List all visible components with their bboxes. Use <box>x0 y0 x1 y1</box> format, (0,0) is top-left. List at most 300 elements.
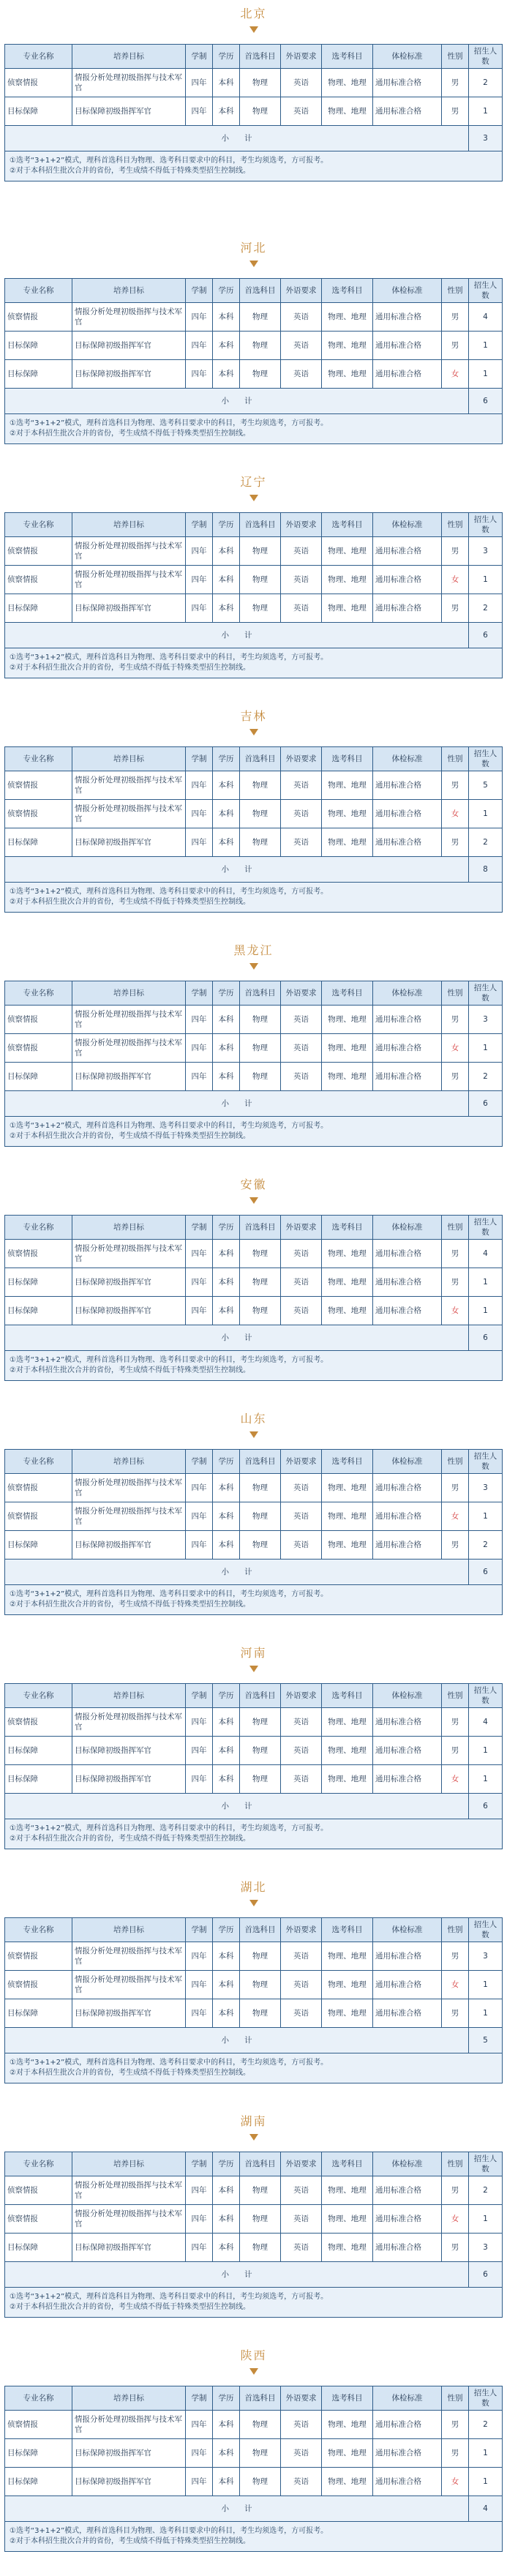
notes-cell <box>5 2288 503 2318</box>
cell-elective: 物理、地理 <box>322 537 373 566</box>
cell-count: 2 <box>469 594 503 623</box>
subtotal-row <box>5 126 503 151</box>
subtotal-label: 小 计 <box>5 1560 469 1585</box>
cell-gender: 男 <box>442 1942 469 1971</box>
cell-gender: 女 <box>442 2468 469 2496</box>
cell-health: 通用标准合格 <box>373 1240 442 1268</box>
cell-count: 2 <box>469 1063 503 1091</box>
cell-years: 四年 <box>186 69 213 97</box>
column-header: 性别 <box>442 1918 469 1942</box>
admission-plan-table <box>4 512 503 678</box>
subtotal-value: 4 <box>469 2496 503 2522</box>
cell-first-subject: 物理 <box>240 69 281 97</box>
column-header: 性别 <box>442 981 469 1006</box>
cell-elective: 物理、地理 <box>322 2439 373 2468</box>
cell-major: 侦察情报 <box>5 2205 72 2234</box>
cell-elective: 物理、地理 <box>322 1531 373 1560</box>
cell-years: 四年 <box>186 1942 213 1971</box>
province-name: 湖北 <box>240 1880 267 1894</box>
cell-language: 英语 <box>281 566 322 594</box>
cell-health: 通用标准合格 <box>373 594 442 623</box>
cell-first-subject: 物理 <box>240 1240 281 1268</box>
note-line: ②对于本科招生批次合并的省份，考生成绩不得低于特殊类型招生控制线。 <box>10 2303 250 2311</box>
down-triangle-icon <box>249 1197 258 1204</box>
notes-cell <box>5 151 503 181</box>
cell-language: 英语 <box>281 1708 322 1737</box>
cell-degree: 本科 <box>213 69 240 97</box>
cell-health: 通用标准合格 <box>373 828 442 857</box>
province-name: 陕西 <box>240 2348 267 2362</box>
cell-count: 2 <box>469 1531 503 1560</box>
cell-gender: 男 <box>442 1708 469 1737</box>
column-header: 专业名称 <box>5 1918 72 1942</box>
cell-goal: 目标保障初级指挥军官 <box>72 97 186 126</box>
cell-language: 英语 <box>281 2468 322 2496</box>
table-row <box>5 303 503 332</box>
table-row <box>5 1063 503 1091</box>
column-header: 首选科目 <box>240 513 281 537</box>
cell-count: 1 <box>469 1297 503 1325</box>
cell-health: 通用标准合格 <box>373 771 442 800</box>
column-header: 招生人数 <box>469 45 503 69</box>
cell-first-subject: 物理 <box>240 360 281 389</box>
cell-health: 通用标准合格 <box>373 2176 442 2205</box>
subtotal-label: 小 计 <box>5 2028 469 2053</box>
column-header: 外语要求 <box>281 1450 322 1474</box>
cell-health: 通用标准合格 <box>373 1006 442 1034</box>
cell-gender: 女 <box>442 1765 469 1794</box>
cell-language: 英语 <box>281 2439 322 2468</box>
column-header: 学历 <box>213 513 240 537</box>
cell-major: 目标保障 <box>5 2439 72 2468</box>
cell-first-subject: 物理 <box>240 97 281 126</box>
cell-first-subject: 物理 <box>240 2468 281 2496</box>
cell-health: 通用标准合格 <box>373 1765 442 1794</box>
cell-major: 侦察情报 <box>5 2411 72 2439</box>
province-heading <box>0 1645 507 1683</box>
note-line: ①选考“3+1+2”模式，理科首选科目为物理、选考科目要求中的科目，考生均须选考，方可报考。 <box>10 2059 328 2067</box>
cell-health: 通用标准合格 <box>373 800 442 828</box>
table-row <box>5 2176 503 2205</box>
cell-goal: 情报分析处理初级指挥与技术军官 <box>72 2411 186 2439</box>
cell-years: 四年 <box>186 1268 213 1297</box>
subtotal-row <box>5 389 503 414</box>
down-triangle-icon <box>249 26 258 33</box>
cell-years: 四年 <box>186 1531 213 1560</box>
column-header: 招生人数 <box>469 747 503 771</box>
table-row <box>5 2205 503 2234</box>
column-header: 招生人数 <box>469 1216 503 1240</box>
down-triangle-icon <box>249 1666 258 1672</box>
cell-health: 通用标准合格 <box>373 1942 442 1971</box>
table-row <box>5 69 503 97</box>
cell-count: 1 <box>469 1737 503 1765</box>
subtotal-value: 6 <box>469 1794 503 1819</box>
cell-goal: 目标保障初级指挥军官 <box>72 360 186 389</box>
cell-elective: 物理、地理 <box>322 1240 373 1268</box>
cell-degree: 本科 <box>213 1531 240 1560</box>
column-header: 性别 <box>442 747 469 771</box>
column-header: 体检标准 <box>373 2386 442 2411</box>
cell-degree: 本科 <box>213 1971 240 1999</box>
subtotal-row <box>5 857 503 883</box>
province-name: 河北 <box>240 241 267 255</box>
cell-years: 四年 <box>186 800 213 828</box>
column-header: 首选科目 <box>240 981 281 1006</box>
cell-elective: 物理、地理 <box>322 1006 373 1034</box>
column-header: 培养目标 <box>72 1918 186 1942</box>
cell-degree: 本科 <box>213 800 240 828</box>
column-header: 性别 <box>442 279 469 303</box>
column-header: 学制 <box>186 747 213 771</box>
cell-first-subject: 物理 <box>240 566 281 594</box>
column-header: 外语要求 <box>281 2386 322 2411</box>
cell-gender: 女 <box>442 1297 469 1325</box>
cell-degree: 本科 <box>213 537 240 566</box>
cell-language: 英语 <box>281 1240 322 1268</box>
cell-count: 1 <box>469 566 503 594</box>
cell-elective: 物理、地理 <box>322 1999 373 2028</box>
cell-gender: 男 <box>442 828 469 857</box>
cell-count: 3 <box>469 1006 503 1034</box>
note-line: ①选考“3+1+2”模式，理科首选科目为物理、选考科目要求中的科目，考生均须选考，方可报考。 <box>10 1590 328 1598</box>
table-row <box>5 2411 503 2439</box>
notes-cell <box>5 1351 503 1381</box>
table-row <box>5 1034 503 1063</box>
cell-degree: 本科 <box>213 1708 240 1737</box>
cell-language: 英语 <box>281 1268 322 1297</box>
cell-language: 英语 <box>281 2411 322 2439</box>
cell-language: 英语 <box>281 69 322 97</box>
column-header: 体检标准 <box>373 981 442 1006</box>
column-header: 专业名称 <box>5 2386 72 2411</box>
column-header: 外语要求 <box>281 747 322 771</box>
province-name: 北京 <box>240 7 267 20</box>
cell-elective: 物理、地理 <box>322 1502 373 1531</box>
cell-first-subject: 物理 <box>240 594 281 623</box>
cell-count: 4 <box>469 1240 503 1268</box>
table-header-row <box>5 279 503 303</box>
table-row <box>5 800 503 828</box>
cell-years: 四年 <box>186 2439 213 2468</box>
column-header: 专业名称 <box>5 1216 72 1240</box>
cell-first-subject: 物理 <box>240 1765 281 1794</box>
column-header: 首选科目 <box>240 2152 281 2176</box>
admission-plan-table <box>4 2152 503 2318</box>
cell-degree: 本科 <box>213 2439 240 2468</box>
cell-elective: 物理、地理 <box>322 1297 373 1325</box>
table-row <box>5 1268 503 1297</box>
table-row <box>5 1999 503 2028</box>
note-line: ①选考“3+1+2”模式，理科首选科目为物理、选考科目要求中的科目，考生均须选考，方可报考。 <box>10 2527 328 2535</box>
note-line: ②对于本科招生批次合并的省份，考生成绩不得低于特殊类型招生控制线。 <box>10 898 250 906</box>
cell-count: 1 <box>469 97 503 126</box>
cell-gender: 男 <box>442 594 469 623</box>
cell-health: 通用标准合格 <box>373 2411 442 2439</box>
cell-degree: 本科 <box>213 1034 240 1063</box>
province-section <box>0 1171 507 1405</box>
cell-health: 通用标准合格 <box>373 1297 442 1325</box>
table-row <box>5 1240 503 1268</box>
cell-degree: 本科 <box>213 1502 240 1531</box>
cell-goal: 情报分析处理初级指挥与技术军官 <box>72 771 186 800</box>
cell-first-subject: 物理 <box>240 1971 281 1999</box>
cell-goal: 目标保障初级指挥军官 <box>72 1297 186 1325</box>
cell-elective: 物理、地理 <box>322 2411 373 2439</box>
cell-years: 四年 <box>186 1502 213 1531</box>
subtotal-label: 小 计 <box>5 857 469 883</box>
cell-major: 目标保障 <box>5 594 72 623</box>
column-header: 培养目标 <box>72 981 186 1006</box>
table-row <box>5 97 503 126</box>
cell-first-subject: 物理 <box>240 1999 281 2028</box>
admission-plan-table <box>4 278 503 444</box>
cell-goal: 目标保障初级指挥军官 <box>72 1765 186 1794</box>
cell-degree: 本科 <box>213 1737 240 1765</box>
table-header-row <box>5 747 503 771</box>
cell-gender: 男 <box>442 537 469 566</box>
province-name: 湖南 <box>240 2114 267 2128</box>
note-line: ②对于本科招生批次合并的省份，考生成绩不得低于特殊类型招生控制线。 <box>10 2069 250 2077</box>
cell-elective: 物理、地理 <box>322 360 373 389</box>
cell-first-subject: 物理 <box>240 2234 281 2262</box>
subtotal-row <box>5 2262 503 2288</box>
column-header: 招生人数 <box>469 1450 503 1474</box>
province-heading <box>0 708 507 746</box>
province-section <box>0 234 507 468</box>
cell-health: 通用标准合格 <box>373 1474 442 1502</box>
note-row <box>5 1351 503 1381</box>
cell-major: 目标保障 <box>5 2468 72 2496</box>
subtotal-label: 小 计 <box>5 389 469 414</box>
cell-major: 侦察情报 <box>5 1474 72 1502</box>
cell-gender: 男 <box>442 2411 469 2439</box>
subtotal-value: 5 <box>469 2028 503 2053</box>
column-header: 专业名称 <box>5 45 72 69</box>
cell-count: 1 <box>469 1034 503 1063</box>
cell-first-subject: 物理 <box>240 828 281 857</box>
cell-years: 四年 <box>186 1063 213 1091</box>
cell-count: 3 <box>469 1942 503 1971</box>
cell-degree: 本科 <box>213 1765 240 1794</box>
cell-first-subject: 物理 <box>240 1502 281 1531</box>
table-row <box>5 1297 503 1325</box>
cell-count: 4 <box>469 1708 503 1737</box>
cell-first-subject: 物理 <box>240 1034 281 1063</box>
column-header: 首选科目 <box>240 747 281 771</box>
cell-years: 四年 <box>186 2411 213 2439</box>
cell-goal: 情报分析处理初级指挥与技术军官 <box>72 537 186 566</box>
column-header: 性别 <box>442 1450 469 1474</box>
cell-language: 英语 <box>281 1999 322 2028</box>
cell-language: 英语 <box>281 1531 322 1560</box>
cell-health: 通用标准合格 <box>373 360 442 389</box>
cell-goal: 情报分析处理初级指挥与技术军官 <box>72 800 186 828</box>
cell-health: 通用标准合格 <box>373 2205 442 2234</box>
cell-language: 英语 <box>281 771 322 800</box>
province-heading <box>0 2113 507 2152</box>
cell-years: 四年 <box>186 360 213 389</box>
cell-gender: 男 <box>442 97 469 126</box>
province-heading <box>0 474 507 512</box>
subtotal-value: 6 <box>469 623 503 648</box>
cell-years: 四年 <box>186 303 213 332</box>
cell-language: 英语 <box>281 1474 322 1502</box>
column-header: 招生人数 <box>469 1684 503 1708</box>
province-heading <box>0 240 507 278</box>
cell-goal: 目标保障初级指挥军官 <box>72 594 186 623</box>
column-header: 选考科目 <box>322 747 373 771</box>
cell-language: 英语 <box>281 1942 322 1971</box>
cell-count: 1 <box>469 332 503 360</box>
cell-years: 四年 <box>186 2205 213 2234</box>
cell-major: 侦察情报 <box>5 1502 72 1531</box>
column-header: 专业名称 <box>5 279 72 303</box>
column-header: 外语要求 <box>281 981 322 1006</box>
cell-count: 2 <box>469 2176 503 2205</box>
province-heading <box>0 6 507 44</box>
column-header: 招生人数 <box>469 2152 503 2176</box>
note-line: ②对于本科招生批次合并的省份，考生成绩不得低于特殊类型招生控制线。 <box>10 2537 250 2545</box>
cell-years: 四年 <box>186 2468 213 2496</box>
cell-gender: 男 <box>442 1006 469 1034</box>
table-header-row <box>5 513 503 537</box>
table-header-row <box>5 1684 503 1708</box>
cell-years: 四年 <box>186 771 213 800</box>
cell-major: 侦察情报 <box>5 1240 72 1268</box>
column-header: 专业名称 <box>5 513 72 537</box>
table-row <box>5 594 503 623</box>
column-header: 体检标准 <box>373 1450 442 1474</box>
table-row <box>5 771 503 800</box>
cell-health: 通用标准合格 <box>373 1708 442 1737</box>
cell-count: 2 <box>469 828 503 857</box>
cell-first-subject: 物理 <box>240 1297 281 1325</box>
cell-language: 英语 <box>281 2205 322 2234</box>
cell-health: 通用标准合格 <box>373 1034 442 1063</box>
province-section <box>0 1405 507 1639</box>
down-triangle-icon <box>249 2368 258 2375</box>
subtotal-label: 小 计 <box>5 2262 469 2288</box>
note-line: ②对于本科招生批次合并的省份，考生成绩不得低于特殊类型招生控制线。 <box>10 664 250 672</box>
note-line: ②对于本科招生批次合并的省份，考生成绩不得低于特殊类型招生控制线。 <box>10 430 250 438</box>
cell-years: 四年 <box>186 1474 213 1502</box>
column-header: 专业名称 <box>5 1450 72 1474</box>
cell-gender: 女 <box>442 1034 469 1063</box>
province-section <box>0 468 507 703</box>
province-name: 安徽 <box>240 1177 267 1191</box>
cell-count: 1 <box>469 1999 503 2028</box>
table-row <box>5 1765 503 1794</box>
table-row <box>5 360 503 389</box>
admission-plan-table <box>4 44 503 181</box>
province-section <box>0 2108 507 2342</box>
cell-major: 侦察情报 <box>5 1942 72 1971</box>
column-header: 性别 <box>442 45 469 69</box>
cell-major: 目标保障 <box>5 828 72 857</box>
cell-language: 英语 <box>281 1063 322 1091</box>
cell-health: 通用标准合格 <box>373 1063 442 1091</box>
cell-major: 目标保障 <box>5 1765 72 1794</box>
cell-first-subject: 物理 <box>240 537 281 566</box>
table-header-row <box>5 1918 503 1942</box>
column-header: 性别 <box>442 513 469 537</box>
cell-years: 四年 <box>186 1297 213 1325</box>
note-row <box>5 1819 503 1849</box>
cell-degree: 本科 <box>213 303 240 332</box>
subtotal-value: 6 <box>469 1560 503 1585</box>
cell-goal: 目标保障初级指挥军官 <box>72 1737 186 1765</box>
cell-goal: 情报分析处理初级指挥与技术军官 <box>72 1474 186 1502</box>
cell-elective: 物理、地理 <box>322 1268 373 1297</box>
cell-elective: 物理、地理 <box>322 2468 373 2496</box>
column-header: 选考科目 <box>322 1216 373 1240</box>
cell-elective: 物理、地理 <box>322 303 373 332</box>
column-header: 首选科目 <box>240 45 281 69</box>
cell-goal: 情报分析处理初级指挥与技术军官 <box>72 1708 186 1737</box>
subtotal-value: 6 <box>469 2262 503 2288</box>
cell-language: 英语 <box>281 537 322 566</box>
column-header: 体检标准 <box>373 513 442 537</box>
subtotal-value: 6 <box>469 1091 503 1117</box>
province-name: 辽宁 <box>240 475 267 489</box>
cell-health: 通用标准合格 <box>373 2234 442 2262</box>
cell-years: 四年 <box>186 1765 213 1794</box>
cell-health: 通用标准合格 <box>373 566 442 594</box>
subtotal-row <box>5 1325 503 1351</box>
province-name: 吉林 <box>240 709 267 723</box>
cell-language: 英语 <box>281 2176 322 2205</box>
province-heading <box>0 1879 507 1917</box>
cell-degree: 本科 <box>213 771 240 800</box>
note-row <box>5 414 503 444</box>
cell-gender: 男 <box>442 1268 469 1297</box>
cell-gender: 男 <box>442 303 469 332</box>
column-header: 选考科目 <box>322 2152 373 2176</box>
note-line: ②对于本科招生批次合并的省份，考生成绩不得低于特殊类型招生控制线。 <box>10 1835 250 1843</box>
column-header: 学历 <box>213 45 240 69</box>
column-header: 首选科目 <box>240 1918 281 1942</box>
cell-goal: 情报分析处理初级指挥与技术军官 <box>72 69 186 97</box>
cell-first-subject: 物理 <box>240 303 281 332</box>
cell-language: 英语 <box>281 303 322 332</box>
cell-gender: 男 <box>442 1737 469 1765</box>
cell-language: 英语 <box>281 1737 322 1765</box>
cell-elective: 物理、地理 <box>322 594 373 623</box>
column-header: 选考科目 <box>322 45 373 69</box>
column-header: 外语要求 <box>281 2152 322 2176</box>
cell-years: 四年 <box>186 537 213 566</box>
note-line: ①选考“3+1+2”模式，理科首选科目为物理、选考科目要求中的科目，考生均须选考，方可报考。 <box>10 1824 328 1832</box>
down-triangle-icon <box>249 261 258 267</box>
note-line: ①选考“3+1+2”模式，理科首选科目为物理、选考科目要求中的科目，考生均须选考，方可报考。 <box>10 157 328 165</box>
table-row <box>5 537 503 566</box>
cell-major: 目标保障 <box>5 1063 72 1091</box>
cell-first-subject: 物理 <box>240 2439 281 2468</box>
column-header: 培养目标 <box>72 45 186 69</box>
subtotal-label: 小 计 <box>5 1091 469 1117</box>
admission-plan-table <box>4 1215 503 1381</box>
cell-goal: 目标保障初级指挥军官 <box>72 332 186 360</box>
cell-health: 通用标准合格 <box>373 1999 442 2028</box>
column-header: 学历 <box>213 2386 240 2411</box>
column-header: 选考科目 <box>322 2386 373 2411</box>
cell-degree: 本科 <box>213 2411 240 2439</box>
cell-elective: 物理、地理 <box>322 1971 373 1999</box>
column-header: 体检标准 <box>373 2152 442 2176</box>
cell-gender: 男 <box>442 2439 469 2468</box>
notes-cell <box>5 648 503 678</box>
